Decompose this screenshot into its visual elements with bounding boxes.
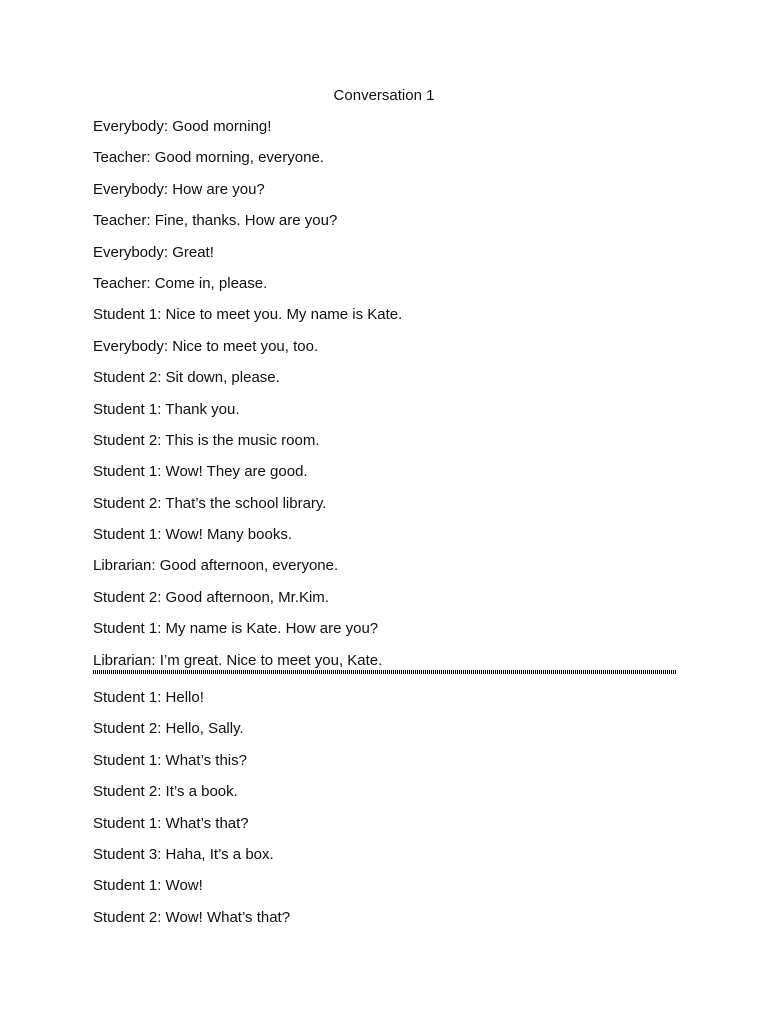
dialogue-line: Student 1: Nice to meet you. My name is Kate. [93,306,403,324]
dialogue-line: Student 2: Hello, Sally. [93,720,244,738]
dialogue-line: Teacher: Fine, thanks. How are you? [93,212,338,230]
dialogue-line: Student 2: This is the music room. [93,431,320,449]
section-divider [93,670,676,674]
dialogue-line: Student 2: It’s a book. [93,783,238,801]
dialogue-line: Student 1: Thank you. [93,400,240,418]
dialogue-line: Student 1: Wow! Many books. [93,526,292,544]
dialogue-line: Student 1: Hello! [93,689,204,706]
dialogue-line: Student 1: What’s that? [93,814,249,832]
dialogue-line: Librarian: I’m great. Nice to meet you, Kate. [93,651,383,669]
dialogue-line: Student 1: Wow! They are good. [93,463,308,481]
dialogue-line: Librarian: Good afternoon, everyone. [93,557,339,575]
dialogue-line: Student 3: Haha, It’s a box. [93,845,274,863]
dialogue-line: Everybody: Nice to meet you, too. [93,337,319,355]
conversation-2-lines [93,689,290,940]
dialogue-line: Everybody: How are you? [93,180,265,198]
dialogue-line: Teacher: Good morning, everyone. [93,149,324,167]
dialogue-line: Teacher: Come in, please. [93,274,268,292]
dialogue-line: Student 2: Sit down, please. [93,369,280,387]
dialogue-line: Everybody: Good morning! [93,118,272,135]
conversation-1-lines [93,118,402,683]
dialogue-line: Student 1: Wow! [93,877,203,895]
dialogue-line: Student 1: What’s this? [93,751,247,769]
page-title: Conversation 1 [333,87,435,104]
dialogue-line: Everybody: Great! [93,243,214,261]
dialogue-line: Student 2: Wow! What’s that? [93,908,291,926]
dialogue-line: Student 1: My name is Kate. How are you? [93,620,379,638]
dialogue-line: Student 2: That’s the school library. [93,494,327,512]
dialogue-line: Student 2: Good afternoon, Mr.Kim. [93,588,329,606]
